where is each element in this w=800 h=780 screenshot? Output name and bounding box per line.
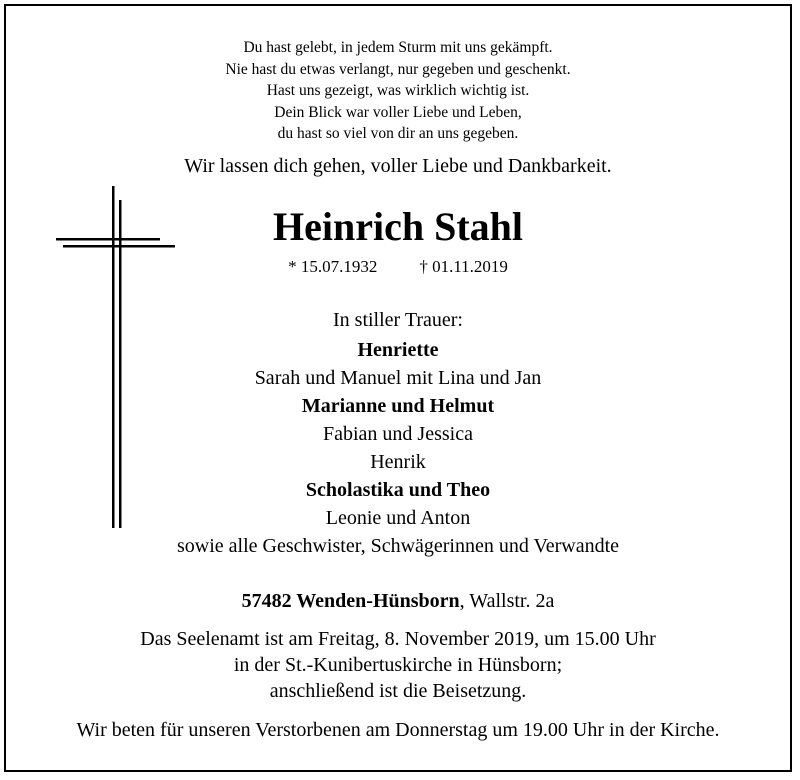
mourning-intro: In stiller Trauer: <box>333 309 463 331</box>
birth-date: * 15.07.1932 <box>288 257 378 276</box>
prayer-line: Wir beten für unseren Verstorbenen am Donnerstag um 19.00 Uhr in der Kirche. <box>76 719 720 741</box>
service-line-3: anschließend ist die Beisetzung. <box>269 680 527 702</box>
obituary-notice <box>4 4 792 772</box>
service-line-1: Das Seelenamt ist am Freitag, 8. November 2019, um 15.00 Uhr <box>140 628 656 650</box>
address-street: , Wallstr. 2a <box>459 590 555 612</box>
mourner-line: sowie alle Geschwister, Schwägerinnen und Verwandte <box>176 535 620 557</box>
poem-line-3: Hast uns gezeigt, was wirklich wichtig ist. <box>266 82 530 99</box>
poem-line-1: Du hast gelebt, in jedem Sturm mit uns gekämpft. <box>243 39 553 56</box>
poem-line-5: du hast so viel von dir an uns gegeben. <box>277 125 519 142</box>
poem-line-4: Dein Blick war voller Liebe und Leben, <box>274 103 522 121</box>
mourner-line: Henriette <box>357 339 439 361</box>
death-date: † 01.11.2019 <box>419 257 508 276</box>
mourner-line: Henrik <box>370 451 426 473</box>
poem-line-2: Nie hast du etwas verlangt, nur gegeben und geschenkt. <box>225 60 571 78</box>
address-line <box>6 587 790 615</box>
life-dates <box>6 256 790 278</box>
mourner-line: Scholastika und Theo <box>305 479 491 501</box>
mourner-line: Sarah und Manuel mit Lina und Jan <box>254 367 542 389</box>
mourner-line: Marianne und Helmut <box>301 395 495 417</box>
mourner-line: Leonie und Anton <box>325 507 471 529</box>
farewell-line: Wir lassen dich gehen, voller Liebe und Dankbarkeit. <box>184 155 612 177</box>
address-city: 57482 Wenden-Hünsborn <box>241 590 460 612</box>
mourner-line: Fabian und Jessica <box>323 423 473 445</box>
deceased-name: Heinrich Stahl <box>272 204 524 249</box>
service-line-2: in der St.-Kunibertuskirche in Hünsborn; <box>233 654 563 676</box>
